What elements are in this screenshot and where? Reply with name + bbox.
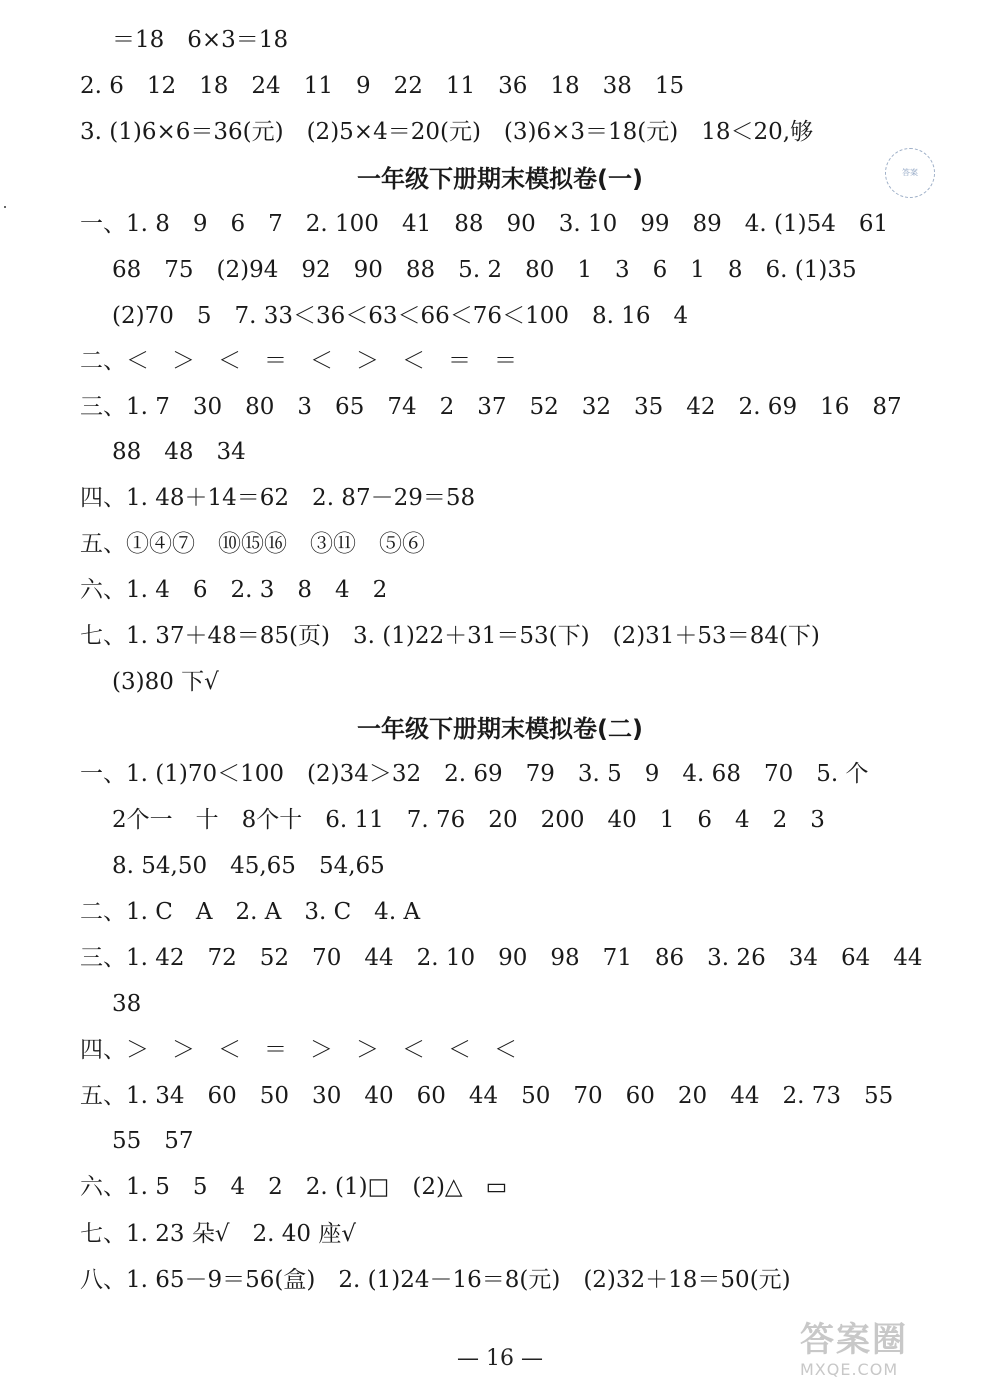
answer-line: (2)70 5 7. 33＜36＜63＜66＜76＜100 8. 16 4 xyxy=(112,303,689,329)
watermark-main: 答案圈 xyxy=(800,1320,908,1360)
answer-line: 二、1. C A 2. A 3. C 4. A xyxy=(80,899,421,925)
answer-line: 五、①④⑦ ⑩⑮⑯ ③⑪ ⑤⑥ xyxy=(80,531,425,557)
answer-line: (3)80 下√ xyxy=(112,669,219,695)
answer-line: 88 48 34 xyxy=(112,439,246,465)
answer-line: 三、1. 42 72 52 70 44 2. 10 90 98 71 86 3. 26 34 64 44 xyxy=(80,945,923,971)
answer-line: 四、＞ ＞ ＜ ＝ ＞ ＞ ＜ ＜ ＜ xyxy=(80,1037,517,1063)
answer-line: 七、1. 37＋48＝85(页) 3. (1)22＋31＝53(下) (2)31＋53＝84(下) xyxy=(80,623,820,649)
page-number: — 16 — xyxy=(457,1346,543,1371)
answer-line: 三、1. 7 30 80 3 65 74 2 37 52 32 35 42 2. 69 16 87 xyxy=(80,394,902,420)
answer-line: 2. 6 12 18 24 11 9 22 11 36 18 38 15 xyxy=(80,73,685,99)
answer-line: 3. (1)6×6＝36(元) (2)5×4＝20(元) (3)6×3＝18(元) 18＜20,够 xyxy=(80,119,814,145)
scan-speck xyxy=(4,206,6,208)
answer-line: 55 57 xyxy=(112,1128,194,1154)
section-title: 一年级下册期末模拟卷(二) xyxy=(357,715,643,743)
answer-line: 38 xyxy=(112,991,142,1017)
answer-line: 六、1. 4 6 2. 3 8 4 2 xyxy=(80,577,388,603)
answer-line: 四、1. 48＋14＝62 2. 87－29＝58 xyxy=(80,485,476,511)
watermark-sub: MXQE.COM xyxy=(800,1360,899,1379)
answer-line: 68 75 (2)94 92 90 88 5. 2 80 1 3 6 1 8 6. (1)35 xyxy=(112,257,857,283)
stamp-seal: 答案 xyxy=(885,148,935,198)
answer-line: 一、1. 8 9 6 7 2. 100 41 88 90 3. 10 99 89 4. (1)54 61 xyxy=(80,211,889,237)
answer-line: 一、1. (1)70＜100 (2)34＞32 2. 69 79 3. 5 9 4. 68 70 5. 个 xyxy=(80,761,869,787)
answer-line: 二、＜ ＞ ＜ ＝ ＜ ＞ ＜ ＝ ＝ xyxy=(80,348,517,374)
answer-line: 七、1. 23 朵√ 2. 40 座√ xyxy=(80,1221,356,1247)
answer-line: 八、1. 65－9＝56(盒) 2. (1)24－16＝8(元) (2)32＋18＝50(元) xyxy=(80,1267,791,1293)
section-title: 一年级下册期末模拟卷(一) xyxy=(357,165,643,193)
answer-line: 8. 54,50 45,65 54,65 xyxy=(112,853,385,879)
answer-line: 2个一 十 8个十 6. 11 7. 76 20 200 40 1 6 4 2 3 xyxy=(112,807,825,833)
answer-line: ＝18 6×3＝18 xyxy=(112,27,289,53)
answer-line: 五、1. 34 60 50 30 40 60 44 50 70 60 20 44 2. 73 55 xyxy=(80,1083,894,1109)
watermark-logo xyxy=(800,1320,990,1390)
answer-line: 六、1. 5 5 4 2 2. (1)□ (2)△ ▭ xyxy=(80,1174,508,1200)
